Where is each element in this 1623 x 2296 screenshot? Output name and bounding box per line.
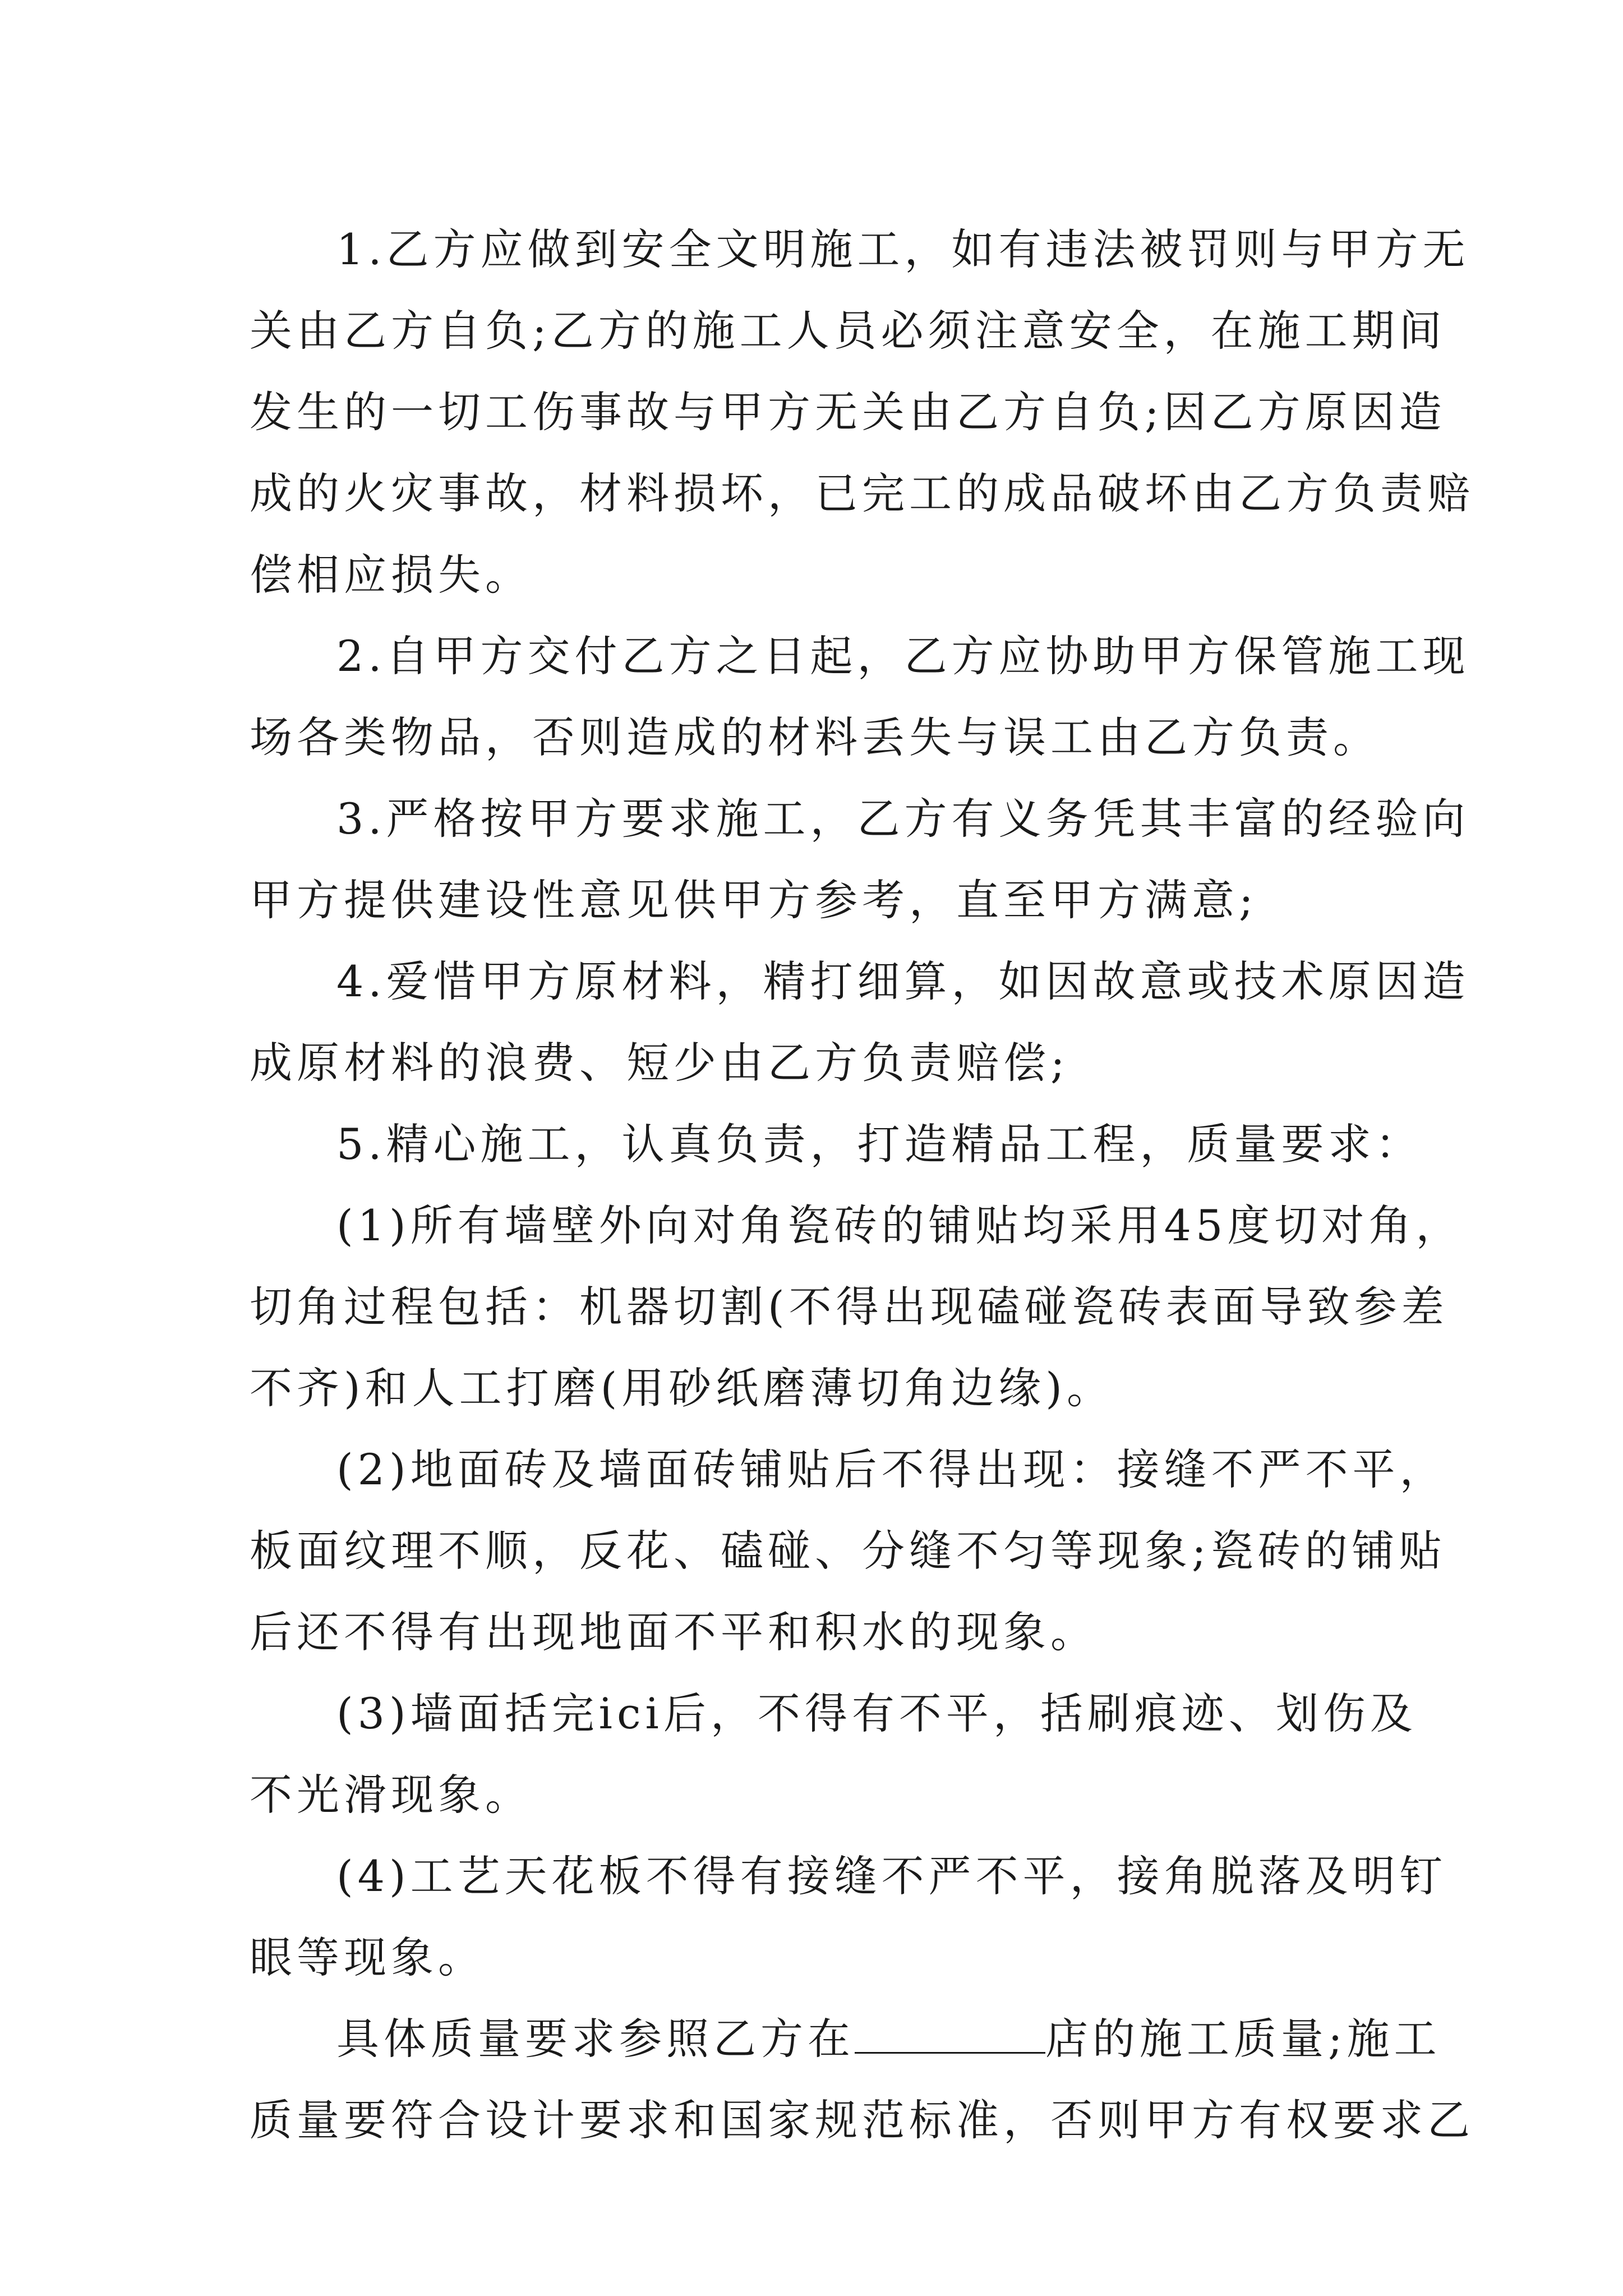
subitem-1-line-3: 不齐)和人工打磨(用砂纸磨薄切角边缘)。 [250, 1363, 1114, 1413]
clause-2-line-2: 场各类物品，否则造成的材料丢失与误工由乙方负责。 [250, 712, 1380, 762]
subitem-2-line-2: 板面纹理不顺，反花、磕碰、分缝不匀等现象;瓷砖的铺贴 [250, 1526, 1446, 1576]
clause-2-line-1: 2.自甲方交付乙方之日起，乙方应协助甲方保管施工现 [336, 631, 1470, 681]
clause-1-line-1: 1.乙方应做到安全文明施工，如有违法被罚则与甲方无 [336, 224, 1470, 274]
clause-4-line-1: 4.爱惜甲方原材料，精打细算，如因故意或技术原因造 [336, 956, 1470, 1006]
subitem-1-line-2: 切角过程包括：机器切割(不得出现磕碰瓷砖表面导致参差 [250, 1282, 1449, 1332]
clause-1-line-3: 发生的一切工伤事故与甲方无关由乙方自负;因乙方原因造 [250, 387, 1446, 437]
contract-clauses [250, 209, 1474, 2161]
quality-reference-after-blank: 店的施工质量;施工 [1045, 2014, 1441, 2064]
clause-1-line-5: 偿相应损失。 [250, 550, 532, 600]
quality-reference-before-blank: 具体质量要求参照乙方在 [336, 2014, 855, 2064]
subitem-4-line-1: (4)工艺天花板不得有接缝不严不平，接角脱落及明钉 [336, 1851, 1447, 1901]
store-name-blank [855, 2018, 1045, 2054]
subitem-3-line-1: (3)墙面括完ici后，不得有不平，括刷痕迹、划伤及 [336, 1688, 1417, 1738]
clause-3-line-2: 甲方提供建设性意见供甲方参考，直至甲方满意; [250, 875, 1258, 925]
clause-3-line-1: 3.严格按甲方要求施工，乙方有义务凭其丰富的经验向 [336, 794, 1470, 844]
subitem-2-line-3: 后还不得有出现地面不平和积水的现象。 [250, 1607, 1098, 1657]
quality-reference-line-2: 质量要符合设计要求和国家规范标准，否则甲方有权要求乙 [250, 2095, 1474, 2145]
clause-5-line-1: 5.精心施工，认真负责，打造精品工程，质量要求： [336, 1119, 1423, 1169]
subitem-1-line-1: (1)所有墙壁外向对角瓷砖的铺贴均采用45度切对角， [336, 1200, 1463, 1250]
subitem-4-line-2: 眼等现象。 [250, 1932, 485, 1982]
subitem-2-line-1: (2)地面砖及墙面砖铺贴后不得出现：接缝不严不平， [336, 1444, 1447, 1494]
clause-4-line-2: 成原材料的浪费、短少由乙方负责赔偿; [250, 1038, 1069, 1088]
quality-reference-line-1 [250, 1998, 1441, 2079]
clause-1-line-4: 成的火灾事故，材料损坏，已完工的成品破坏由乙方负责赔 [250, 468, 1474, 518]
subitem-3-line-2: 不光滑现象。 [250, 1770, 532, 1820]
clause-1-line-2: 关由乙方自负;乙方的施工人员必须注意安全，在施工期间 [250, 306, 1446, 356]
